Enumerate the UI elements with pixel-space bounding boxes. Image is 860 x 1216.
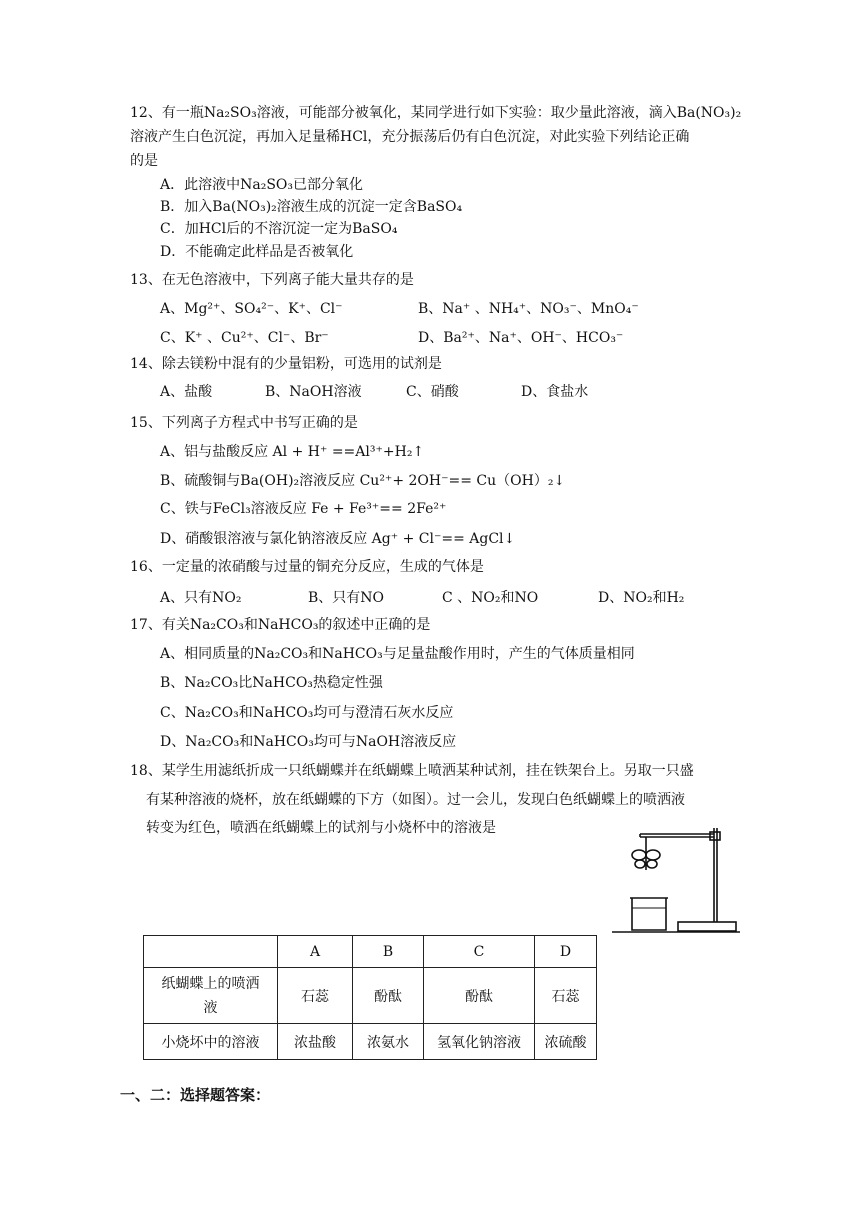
q15-option-d: D、硝酸银溶液与氯化钠溶液反应 Ag⁺ + Cl⁻== AgCl↓ xyxy=(160,531,516,547)
table-cell: 氢氧化钠溶液 xyxy=(424,1024,535,1060)
q16-option-c: C 、NO₂和NO xyxy=(442,590,539,606)
q15-stem: 15、下列离子方程式中书写正确的是 xyxy=(130,415,358,431)
q17-option-c: C、Na₂CO₃和NaHCO₃均可与澄清石灰水反应 xyxy=(160,705,454,721)
reagent-table xyxy=(143,935,597,1060)
q15-option-a: A、铝与盐酸反应 Al + H⁺ ==Al³⁺+H₂↑ xyxy=(160,444,425,460)
table-cell: 酚酞 xyxy=(353,968,424,1024)
table-cell: C xyxy=(424,936,535,968)
q12-line3: 的是 xyxy=(130,153,158,169)
q13-option-c: C、K⁺ 、Cu²⁺、Cl⁻、Br⁻ xyxy=(160,330,329,346)
table-cell: A xyxy=(278,936,353,968)
table-row xyxy=(144,1024,597,1060)
q12-option-b: B．加入Ba(NO₃)₂溶液生成的沉淀一定含BaSO₄ xyxy=(160,199,463,215)
table-cell xyxy=(144,936,278,968)
q17-option-a: A、相同质量的Na₂CO₃和NaHCO₃与足量盐酸作用时，产生的气体质量相同 xyxy=(160,646,635,662)
q18-line3: 转变为红色，喷洒在纸蝴蝶上的试剂与小烧杯中的溶液是 xyxy=(146,820,496,836)
q14-option-b: B、NaOH溶液 xyxy=(265,384,362,400)
q17-option-b: B、Na₂CO₃比NaHCO₃热稳定性强 xyxy=(160,675,383,691)
q15-option-c: C、铁与FeCl₃溶液反应 Fe + Fe³⁺== 2Fe²⁺ xyxy=(160,501,447,517)
q13-option-d: D、Ba²⁺、Na⁺、OH⁻、HCO₃⁻ xyxy=(418,330,624,346)
q18-line2: 有某种溶液的烧杯，放在纸蝴蝶的下方（如图）。过一会儿，发现白色纸蝴蝶上的喷洒液 xyxy=(146,792,685,808)
table-cell: 石蕊 xyxy=(535,968,597,1024)
q14-stem: 14、除去镁粉中混有的少量铝粉，可选用的试剂是 xyxy=(130,356,442,372)
q13-option-b: B、Na⁺ 、NH₄⁺、NO₃⁻、MnO₄⁻ xyxy=(418,301,639,317)
table-cell: 酚酞 xyxy=(424,968,535,1024)
q12-option-d: D．不能确定此样品是否被氧化 xyxy=(160,244,354,260)
q12-option-c: C．加HCl后的不溶沉淀一定为BaSO₄ xyxy=(160,221,398,237)
table-cell: 浓氨水 xyxy=(353,1024,424,1060)
q17-option-d: D、Na₂CO₃和NaHCO₃均可与NaOH溶液反应 xyxy=(160,734,457,750)
q16-option-b: B、只有NO xyxy=(308,590,385,606)
q12-line2: 溶液产生白色沉淀，再加入足量稀HCl，充分振荡后仍有白色沉淀，对此实验下列结论正确 xyxy=(130,129,690,145)
q17-stem: 17、有关Na₂CO₃和NaHCO₃的叙述中正确的是 xyxy=(130,617,431,633)
table-row xyxy=(144,968,597,1024)
table-row xyxy=(144,936,597,968)
q14-option-a: A、盐酸 xyxy=(160,384,213,400)
table-cell: 浓硫酸 xyxy=(535,1024,597,1060)
row1-label-line2: 液 xyxy=(203,999,218,1016)
butterfly-stand-figure xyxy=(610,822,742,934)
table-cell: D xyxy=(535,936,597,968)
q14-option-d: D、食盐水 xyxy=(521,384,589,400)
row1-label-line1: 纸蝴蝶上的喷洒 xyxy=(161,975,260,992)
q16-option-d: D、NO₂和H₂ xyxy=(598,590,685,606)
q14-option-c: C、硝酸 xyxy=(406,384,459,400)
q12-option-a: A．此溶液中Na₂SO₃已部分氧化 xyxy=(160,177,363,193)
table-cell: 石蕊 xyxy=(278,968,353,1024)
table-row-label xyxy=(144,968,278,1024)
q15-option-b: B、硫酸铜与Ba(OH)₂溶液反应 Cu²⁺+ 2OH⁻== Cu（OH）₂↓ xyxy=(160,473,566,489)
q13-option-a: A、Mg²⁺、SO₄²⁻、K⁺、Cl⁻ xyxy=(160,301,343,317)
q12-line1: 12、有一瓶Na₂SO₃溶液，可能部分被氧化，某同学进行如下实验：取少量此溶液，滴入Ba(NO₃)₂ xyxy=(130,105,742,121)
table-cell: B xyxy=(353,936,424,968)
q18-line1: 18、某学生用滤纸折成一只纸蝴蝶并在纸蝴蝶上喷洒某种试剂，挂在铁架台上。另取一只盛 xyxy=(130,763,694,779)
q16-option-a: A、只有NO₂ xyxy=(160,590,242,606)
table-row-label: 小烧坏中的溶液 xyxy=(144,1024,278,1060)
answer-section-heading: 一、二：选择题答案： xyxy=(120,1086,271,1104)
table-cell: 浓盐酸 xyxy=(278,1024,353,1060)
q13-stem: 13、在无色溶液中，下列离子能大量共存的是 xyxy=(130,272,414,288)
q16-stem: 16、一定量的浓硝酸与过量的铜充分反应，生成的气体是 xyxy=(130,559,484,575)
